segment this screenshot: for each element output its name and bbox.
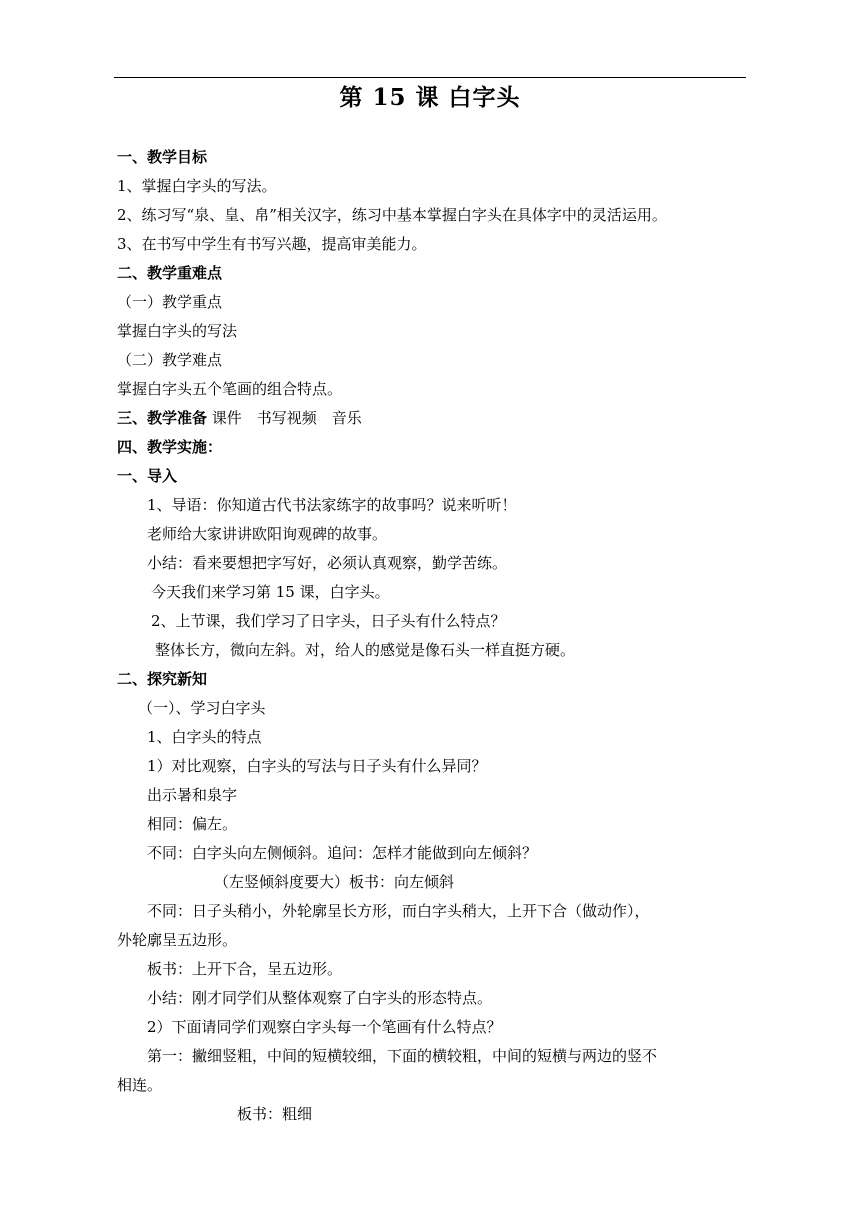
goal-2: 2、练习写“泉、皇、帛”相关汉字，练习中基本掌握白字头在具体字中的灵活运用。 (117, 206, 667, 224)
section-preparation (117, 408, 362, 428)
paragraph: 1、导语：你知道古代书法家练字的故事吗？说来听听！ (147, 496, 517, 514)
paragraph: （一）、学习白字头 (138, 699, 266, 717)
paragraph: 外轮廓呈五边形。 (117, 931, 238, 949)
key-point-text: 掌握白字头的写法 (117, 322, 238, 340)
section-heading-goals: 一、教学目标 (117, 148, 208, 166)
key-point-heading: （一）教学重点 (117, 293, 223, 311)
goal-3: 3、在书写中学生有书写兴趣，提高审美能力。 (117, 235, 427, 253)
paragraph: 相连。 (117, 1076, 163, 1094)
paragraph: 1）对比观察，白字头的写法与日子头有什么异同？ (147, 757, 487, 775)
section-heading-implementation: 四、教学实施： (117, 438, 223, 456)
paragraph: 老师给大家讲讲欧阳询观碑的故事。 (147, 525, 388, 543)
paragraph: 板书：上开下合，呈五边形。 (147, 960, 343, 978)
page-title: 第 15 课 白字头 (339, 84, 521, 111)
paragraph: 今天我们来学习第 15 课，白字头。 (151, 583, 390, 601)
paragraph: 不同：日子头稍小，外轮廓呈长方形，而白字头稍大，上开下合（做动作）， (147, 902, 650, 920)
paragraph: 小结：刚才同学们从整体观察了白字头的形态特点。 (147, 989, 493, 1007)
header-rule (114, 77, 746, 78)
paragraph: 出示暑和泉字 (147, 786, 238, 804)
paragraph: 2）下面请同学们观察白字头每一个笔画有什么特点？ (147, 1018, 502, 1036)
paragraph: 2、上节课，我们学习了日字头，日子头有什么特点？ (151, 612, 506, 630)
difficulty-heading: （二）教学难点 (117, 351, 223, 369)
section-heading-preparation: 三、教学准备 (117, 409, 208, 427)
paragraph: 第一：撇细竖粗，中间的短横较细，下面的横较粗，中间的短横与两边的竖不 (147, 1047, 658, 1065)
paragraph: 相同：偏左。 (147, 815, 238, 833)
section-heading-key-points: 二、教学重难点 (117, 264, 223, 282)
preparation-items: 课件 书写视频 音乐 (207, 409, 362, 427)
paragraph: 小结：看来要想把字写好，必须认真观察，勤学苦练。 (147, 554, 508, 572)
paragraph: 1、白字头的特点 (147, 728, 262, 746)
paragraph: 不同：白字头向左侧倾斜。追问：怎样才能做到向左倾斜？ (147, 844, 538, 862)
paragraph: （左竖倾斜度要大）板书：向左倾斜 (214, 873, 455, 891)
paragraph: 整体长方，微向左斜。对，给人的感觉是像石头一样直挺方硬。 (155, 641, 576, 659)
difficulty-text: 掌握白字头五个笔画的组合特点。 (117, 380, 343, 398)
part-heading-introduction: 一、导入 (117, 467, 178, 485)
paragraph: 板书：粗细 (237, 1105, 313, 1123)
goal-1: 1、掌握白字头的写法。 (117, 177, 277, 195)
part-heading-explore: 二、探究新知 (117, 670, 208, 688)
